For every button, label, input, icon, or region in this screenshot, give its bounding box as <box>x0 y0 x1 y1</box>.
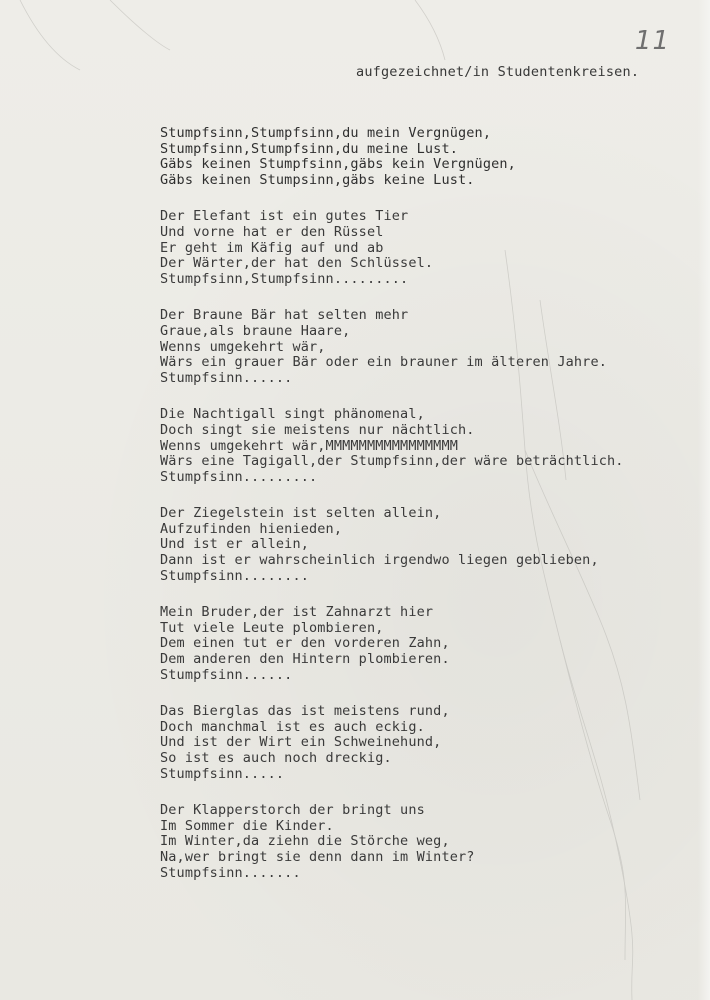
poem-line: Das Bierglas das ist meistens rund, <box>160 703 450 720</box>
poem-line: Wenns umgekehrt wär,MMMMMMMMMMMMMMMM <box>160 437 458 454</box>
poem-line: Wenns umgekehrt wär, <box>160 338 326 355</box>
poem-line: Der Braune Bär hat selten mehr <box>160 307 409 324</box>
poem-line: Na,wer bringt sie denn dann im Winter? <box>160 848 475 865</box>
poem-line: Stumpfsinn...... <box>160 666 293 683</box>
stanza-6 <box>160 605 680 683</box>
stanza-7 <box>160 704 680 782</box>
poem-line: Im Sommer die Kinder. <box>160 817 334 834</box>
poem-line: Dem einen tut er den vorderen Zahn, <box>160 635 450 652</box>
poem-line: Wärs ein grauer Bär oder ein brauner im älteren Jahre. <box>160 354 607 371</box>
document-heading: aufgezeichnet/in Studentenkreisen. <box>356 64 640 80</box>
poem-line: Der Wärter,der hat den Schlüssel. <box>160 255 434 272</box>
stanza-3 <box>160 308 680 386</box>
poem-line: Mein Bruder,der ist Zahnarzt hier <box>160 604 434 621</box>
poem-line: Stumpfsinn......... <box>160 468 318 485</box>
poem-line: So ist es auch noch dreckig. <box>160 750 392 766</box>
stanza-4 <box>160 407 680 485</box>
poem-line: Und vorne hat er den Rüssel <box>160 223 384 240</box>
poem-line: Stumpfsinn,Stumpfsinn,du mein Vergnügen, <box>160 125 492 141</box>
poem-line: Er geht im Käfig auf und ab <box>160 239 384 256</box>
poem-line: Gäbs keinen Stumpsinn,gäbs keine Lust. <box>160 171 475 188</box>
page-number: 11 <box>634 26 670 56</box>
poem-line: Graue,als braune Haare, <box>160 322 351 339</box>
poem-line: Der Ziegelstein ist selten allein, <box>160 505 442 522</box>
poem-line: Stumpfsinn..... <box>160 765 285 782</box>
page-edge <box>698 0 710 1000</box>
poem-line: Gäbs keinen Stumpfsinn,gäbs kein Vergnügen, <box>160 156 516 173</box>
poem-line: Tut viele Leute plombieren, <box>160 619 384 636</box>
poem-line: Stumpfsinn,Stumpfsinn......... <box>160 270 409 287</box>
poem-line: Aufzufinden hienieden, <box>160 520 343 537</box>
poem-line: Stumpfsinn...... <box>160 369 293 386</box>
stanza-5 <box>160 506 680 584</box>
poem-line: Dem anderen den Hintern plombieren. <box>160 651 450 668</box>
poem-line: Der Elefant ist ein gutes Tier <box>160 208 409 225</box>
poem-line: Dann ist er wahrscheinlich irgendwo liegen geblieben, <box>160 552 599 569</box>
poem-line: Und ist er allein, <box>160 536 309 553</box>
poem-line: Doch manchmal ist es auch eckig. <box>160 718 425 735</box>
poem-line: Im Winter,da ziehn die Störche weg, <box>160 833 450 850</box>
poem-line: Stumpfsinn........ <box>160 567 309 584</box>
stanza-1 <box>160 126 680 188</box>
poem-line: Und ist der Wirt ein Schweinehund, <box>160 734 442 751</box>
poem-body <box>160 126 680 902</box>
stanza-8 <box>160 803 680 881</box>
poem-line: Die Nachtigall singt phänomenal, <box>160 406 425 423</box>
poem-line: Doch singt sie meistens nur nächtlich. <box>160 421 475 438</box>
stanza-2 <box>160 209 680 287</box>
poem-line: Der Klapperstorch der bringt uns <box>160 802 425 819</box>
poem-line: Wärs eine Tagigall,der Stumpfsinn,der wäre beträchtlich. <box>160 453 624 470</box>
poem-line: Stumpfsinn,Stumpfsinn,du meine Lust. <box>160 140 458 157</box>
poem-line: Stumpfsinn....... <box>160 864 301 881</box>
